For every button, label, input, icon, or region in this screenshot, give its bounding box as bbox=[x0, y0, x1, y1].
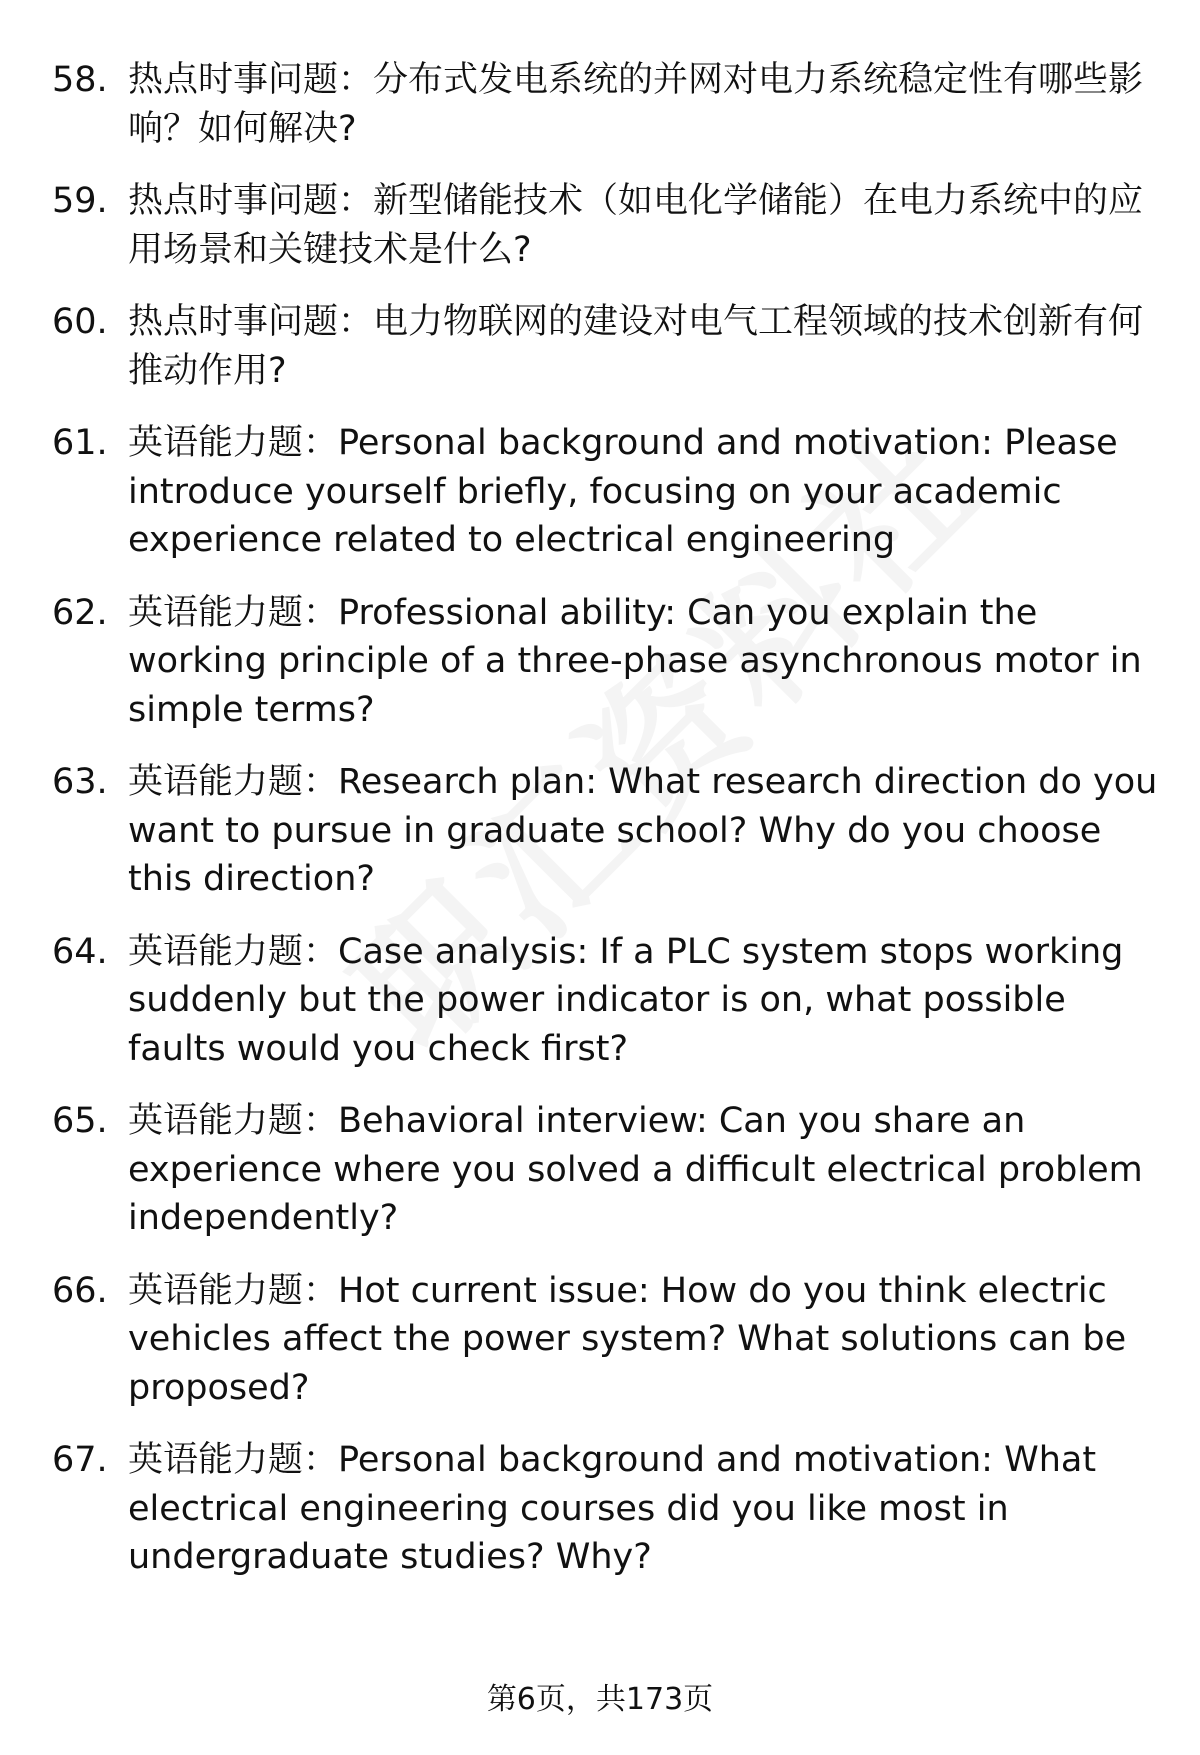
question-text: 英语能力题：Behavioral interview: Can you share an experience where you solved a difficult electrical problem independently? bbox=[128, 1101, 1143, 1238]
question-number: 59. bbox=[52, 181, 108, 221]
question-text: 英语能力题：Hot current issue: How do you think electric vehicles affect the power system? What solutions can be proposed? bbox=[128, 1270, 1127, 1408]
question-text: 英语能力题：Personal background and motivation: Please introduce yourself briefly, focusing on your academic experience related to electrical engineering bbox=[128, 423, 1118, 560]
question-item bbox=[0, 928, 1200, 1074]
question-number: 58. bbox=[52, 60, 108, 100]
question-text: 英语能力题：Research plan: What research direction do you want to pursue in graduate school? Why do you choose this direction? bbox=[128, 762, 1158, 899]
question-item bbox=[0, 1267, 1200, 1413]
question-item bbox=[0, 589, 1200, 735]
question-number: 65. bbox=[52, 1101, 108, 1141]
question-text: 热点时事问题：分布式发电系统的并网对电力系统稳定性有哪些影响？如何解决? bbox=[128, 60, 1144, 149]
question-item bbox=[0, 298, 1200, 395]
question-item bbox=[0, 56, 1200, 153]
question-number: 67. bbox=[52, 1440, 108, 1480]
question-number: 63. bbox=[52, 762, 108, 802]
question-text: 英语能力题：Personal background and motivation: What electrical engineering courses did you like most in undergraduate studies? Why? bbox=[128, 1440, 1097, 1577]
question-text: 热点时事问题：电力物联网的建设对电气工程领域的技术创新有何推动作用? bbox=[128, 302, 1144, 391]
question-item bbox=[0, 177, 1200, 274]
question-text: 热点时事问题：新型储能技术（如电化学储能）在电力系统中的应用场景和关键技术是什么? bbox=[128, 181, 1144, 270]
question-number: 66. bbox=[52, 1270, 108, 1311]
question-item bbox=[0, 419, 1200, 565]
question-list bbox=[0, 56, 1200, 1606]
page-footer: 第6页，共173页 bbox=[486, 1682, 714, 1717]
question-item bbox=[0, 758, 1200, 904]
question-text: 英语能力题：Professional ability: Can you explain the working principle of a three-phase asynchronous motor in simple terms? bbox=[128, 592, 1142, 730]
question-number: 64. bbox=[52, 931, 108, 972]
question-number: 60. bbox=[52, 302, 108, 342]
question-number: 62. bbox=[52, 592, 108, 633]
question-text: 英语能力题：Case analysis: If a PLC system stops working suddenly but the power indicator is on, what possible faults would you check first? bbox=[128, 931, 1124, 1069]
question-item bbox=[0, 1436, 1200, 1582]
question-number: 61. bbox=[52, 423, 108, 463]
question-item bbox=[0, 1097, 1200, 1243]
